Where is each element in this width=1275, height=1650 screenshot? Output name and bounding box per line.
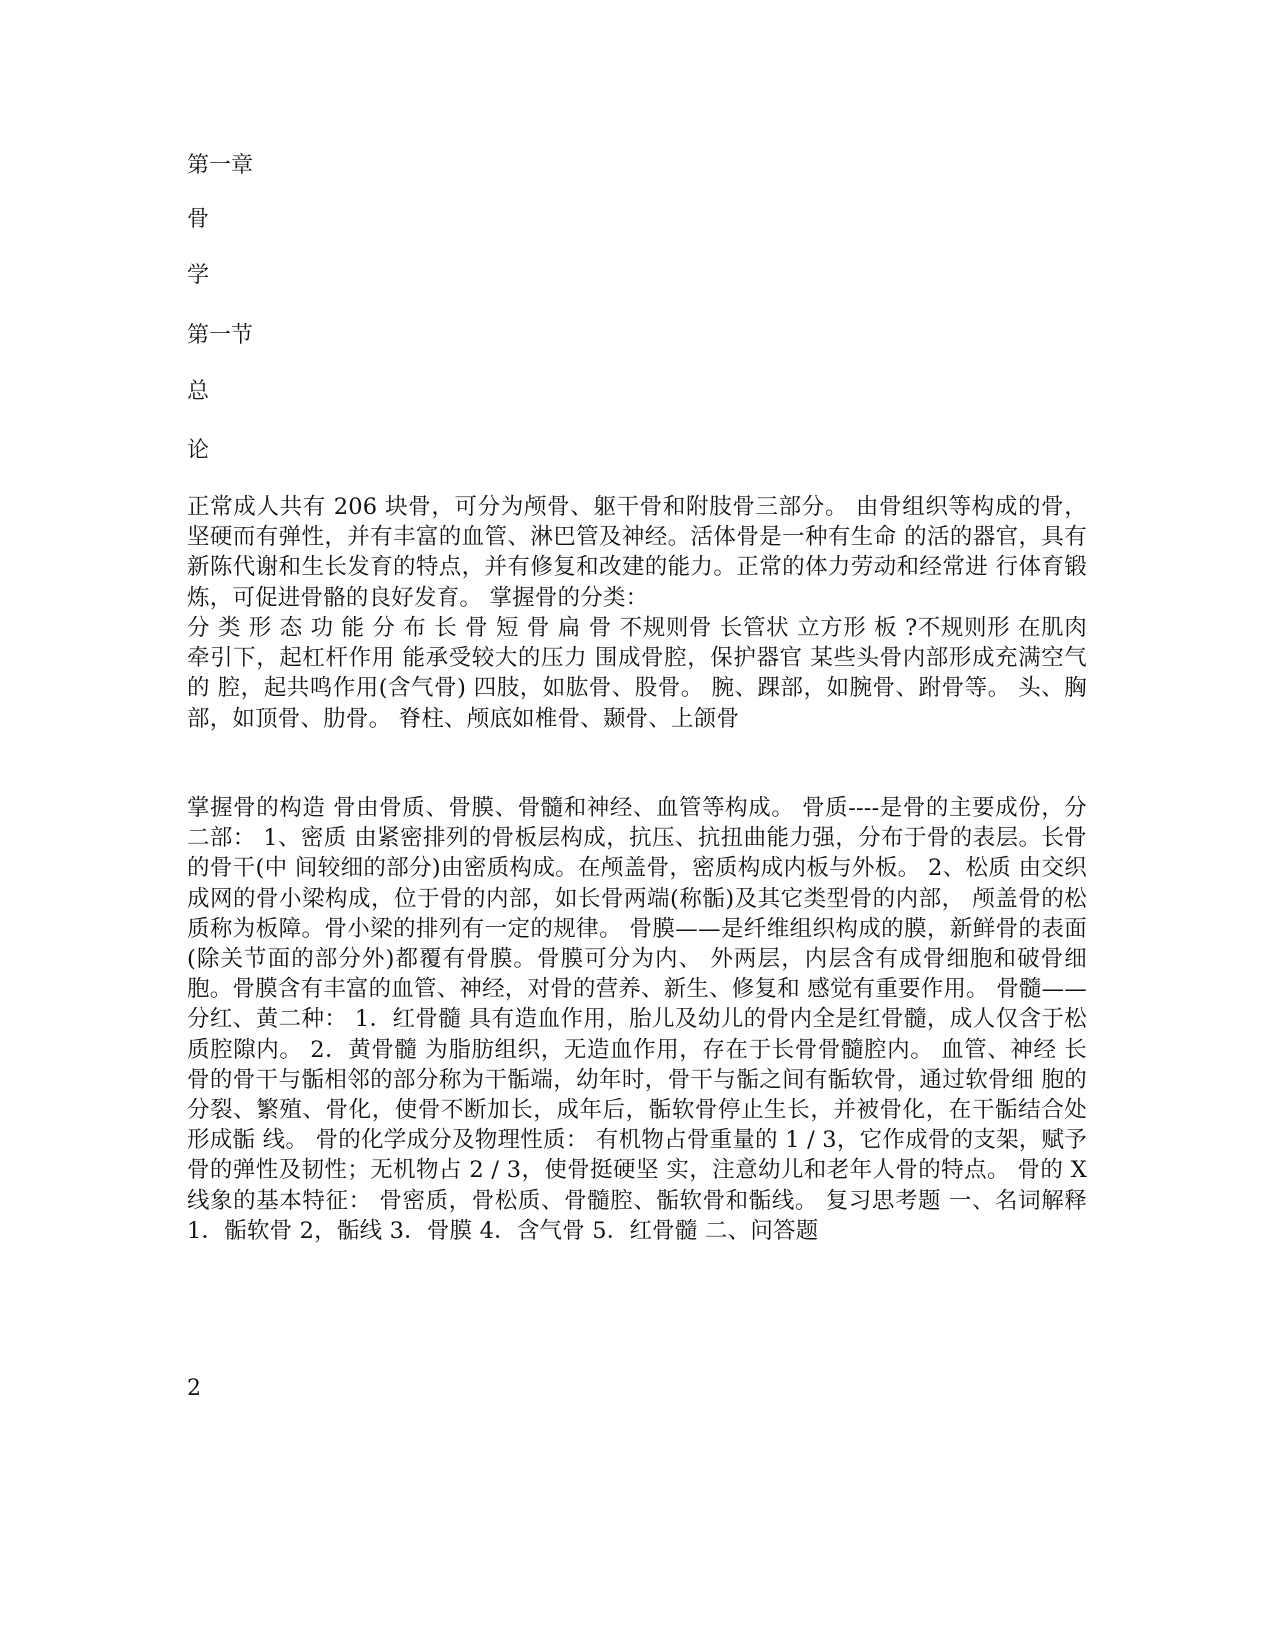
- paragraph-classification: 分 类 形 态 功 能 分 布 长 骨 短 骨 扁 骨 不规则骨 长管状 立方形 板 ?不规则形 在肌肉牵引下，起杠杆作用 能承受较大的压力 围成骨腔，保护器官 某些头骨内部形成充满空气的 腔，起共鸣作用(含气骨) 四肢，如肱骨、股骨。 腕、踝部，如腕骨、跗骨等。 头、胸部，如顶骨、肋骨。 脊柱、颅底如椎骨、颞骨、上颌骨: [187, 615, 1087, 732]
- title-char-1: 骨: [187, 207, 210, 232]
- paragraph-structure: 掌握骨的构造 骨由骨质、骨膜、骨髓和神经、血管等构成。 骨质----是骨的主要成份，分二部： 1、密质 由紧密排列的骨板层构成，抗压、抗扭曲能力强，分布于骨的表层。长骨的骨干(中 间较细的部分)由密质构成。在颅盖骨，密质构成内板与外板。 2、松质 由交织成网的骨小梁构成，位于骨的内部，如长骨两端(称骺)及其它类型骨的内部， 颅盖骨的松质称为板障。骨小梁的排列有一定的规律。 骨膜——是纤维组织构成的膜，新鲜骨的表面(除关节面的部分外)都覆有骨膜。骨膜可分为内、 外两层，内层含有成骨细胞和破骨细胞。骨膜含有丰富的血管、神经，对骨的营养、新生、修复和 感觉有重要作用。 骨髓——分红、黄二种： 1．红骨髓 具有造血作用，胎儿及幼儿的骨内全是红骨髓，成人仅含于松质腔隙内。 2．黄骨髓 为脂肪组织，无造血作用，存在于长骨骨髓腔内。 血管、神经 长骨的骨干与骺相邻的部分称为干骺端，幼年时，骨干与骺之间有骺软骨，通过软骨细 胞的 分裂、繁殖、骨化，使骨不断加长，成年后，骺软骨停止生长，并被骨化，在干骺结合处形成骺 线。 骨的化学成分及物理性质： 有机物占骨重量的 1 / 3，它作成骨的支架，赋予骨的弹性及韧性；无机物占 2 / 3，使骨挺硬坚 实，注意幼儿和老年人骨的特点。 骨的 X 线象的基本特征： 骨密质，骨松质、骨髓腔、骺软骨和骺线。 复习思考题 一、名词解释 1．骺软骨 2，骺线 3．骨膜 4．含气骨 5．红骨髓 二、问答题: [187, 795, 1088, 1244]
- title-char-2: 学: [187, 263, 210, 288]
- paragraph-intro: 正常成人共有 206 块骨，可分为颅骨、躯干骨和附肢骨三部分。 由骨组织等构成的骨，坚硬而有弹性，并有丰富的血管、淋巴管及神经。活体骨是一种有生命 的活的器官，具有新陈代谢和生长发育的特点，并有修复和改建的能力。正常的体力劳动和经常进 行体育锻炼，可促进骨骼的良好发育。 掌握骨的分类：: [187, 494, 1087, 611]
- section-char-1: 总: [187, 379, 210, 404]
- section-char-2: 论: [187, 438, 210, 463]
- chapter-heading: 第一章: [187, 153, 254, 178]
- page-number: 2: [187, 1376, 201, 1401]
- section-heading: 第一节: [187, 323, 254, 348]
